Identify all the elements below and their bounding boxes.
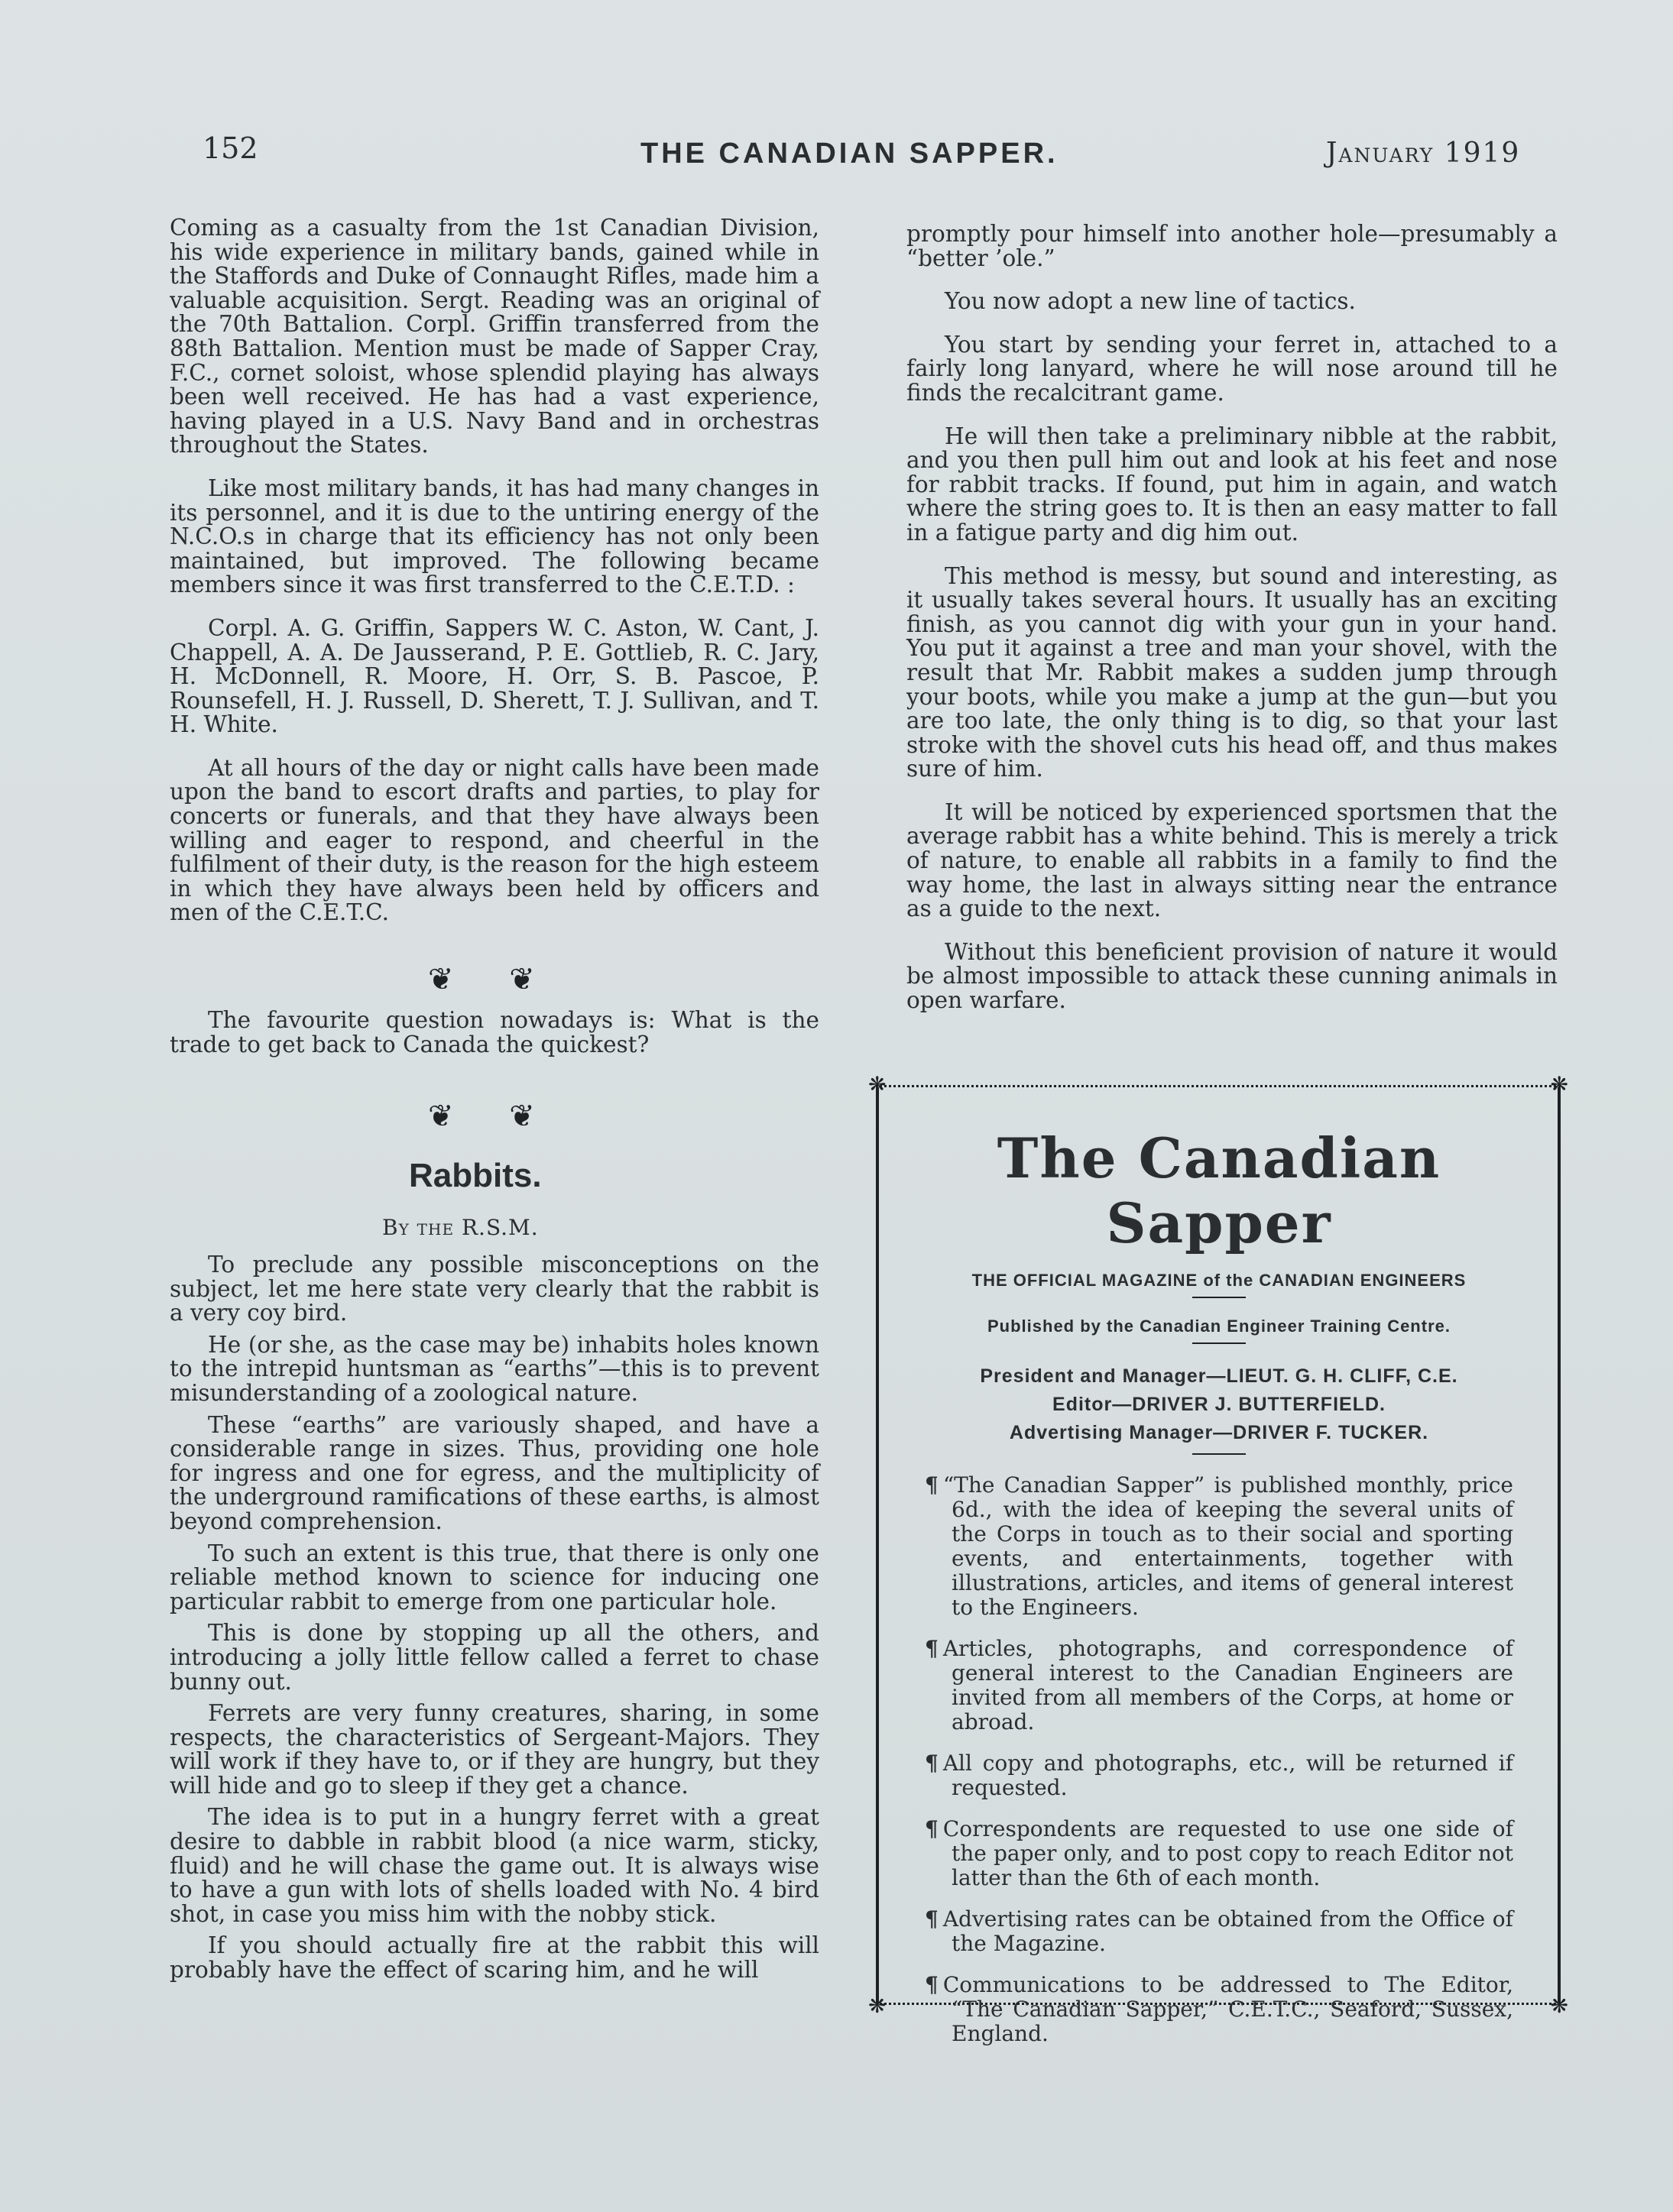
paragraph: promptly pour himself into another hole—presumably a “better ’ole.” xyxy=(906,221,1558,271)
masthead-content xyxy=(925,1125,1513,2063)
divider xyxy=(1192,1453,1246,1455)
paragraph: You start by sending your ferret in, attached to a fairly long lanyard, where he will nose around till he finds the recalcitrant game. xyxy=(906,331,1558,406)
paragraph: This method is messy, but sound and interesting, as it usually takes several hours. It usually has an exciting finish, as you cannot dig with your gun in your hand. You put it against a tree and man your shovel, with the result that Mr. Rabbit makes a sudden jump through your boots, while you make a jump at the gun—but you are too late, the only thing is to dig, so that your last stroke with the shovel cuts his head off, and thus makes sure of him. xyxy=(906,562,1558,782)
issue-date: January 1919 xyxy=(1326,138,1521,169)
masthead-subtitle: THE OFFICIAL MAGAZINE of the CANADIAN ENGINEERS xyxy=(971,1271,1467,1290)
corner-ornament-icon: ❋ xyxy=(1550,1072,1568,1097)
paragraph: At all hours of the day or night calls have been made upon the band to escort drafts and parties, to play for concerts or funerals, and that they have always been willing and eager to respond, and cheerful in the fulfilment of their duty, is the reason for the high esteem in which they have always been held by officers and men of the C.E.T.C. xyxy=(170,754,819,926)
notice-paragraph: ¶ Articles, photographs, and correspondence of general interest to the Canadian Engineers are invited from all members of the Corps, at home or abroad. xyxy=(925,1636,1513,1734)
pilcrow-icon: ¶ xyxy=(925,1750,939,1776)
paragraph: To preclude any possible misconceptions on the subject, let me here state very clearly that the rabbit is a very coy bird. xyxy=(170,1252,819,1326)
paragraph: It will be noticed by experienced sportsmen that the average rabbit has a white behind. This is merely a trick of nature, to enable all rabbits in a family to find the way home, the last in always sitting near the entrance as a guide to the next. xyxy=(906,798,1558,922)
paragraph: Without this beneficient provision of nature it would be almost impossible to attack these cunning animals in open warfare. xyxy=(906,938,1558,1014)
divider xyxy=(1192,1342,1246,1344)
paragraph: Corpl. A. G. Griffin, Sappers W. C. Aston, W. Cant, J. Chappell, A. A. De Jausserand, P. E. Gottlieb, R. C. Jary, H. McDonnell, R. Moore, H. Orr, S. B. Pascoe, P. Rounsefell, H. J. Russell, D. Sherett, T. J. Sullivan, and T. H. White. xyxy=(170,614,819,738)
notice-paragraph: ¶ “The Canadian Sapper” is published monthly, price 6d., with the idea of keeping the several units of the Corps in touch as to their social and sporting events, and entertainments, together with illustrations, articles, and items of general interest to the Engineers. xyxy=(925,1472,1513,1620)
masthead-box xyxy=(868,1072,1568,2046)
masthead-publisher: Published by the Canadian Engineer Training Centre. xyxy=(987,1317,1451,1336)
staff-line: Editor—DRIVER J. BUTTERFIELD. xyxy=(1052,1394,1386,1415)
notice-paragraph: ¶ Correspondents are requested to use one side of the paper only, and to post copy to reach Editor not latter than the 6th of each month. xyxy=(925,1816,1513,1890)
paragraph: The favourite question nowadays is: What is the trade to get back to Canada the quickest? xyxy=(170,1007,819,1057)
notice-paragraph: ¶ All copy and photographs, etc., will be returned if requested. xyxy=(925,1750,1513,1800)
divider xyxy=(1192,1297,1246,1298)
pilcrow-icon: ¶ xyxy=(925,1972,939,1997)
paragraph: This is done by stopping up all the others, and introducing a jolly little fellow called a ferret to chase bunny out. xyxy=(170,1620,819,1695)
pilcrow-icon: ¶ xyxy=(925,1816,939,1841)
pilcrow-icon: ¶ xyxy=(925,1906,939,1932)
paragraph: He (or she, as the case may be) inhabits holes known to the intrepid huntsman as “earths”—this is to prevent misunderstanding of a zoological nature. xyxy=(170,1331,819,1406)
band-article-continued xyxy=(170,216,819,944)
paragraph: The idea is to put in a hungry ferret with a great desire to dabble in rabbit blood (a nice warm, sticky, fluid) and he will chase the game out. It is always wise to have a gun with lots of shells loaded with No. 4 bird shot, in case you miss him with the nobby stick. xyxy=(170,1804,819,1927)
ornament-divider: ❦ ❦ xyxy=(428,1099,558,1134)
staff-line: Advertising Manager—DRIVER F. TUCKER. xyxy=(1009,1422,1429,1443)
staff-line: President and Manager—LIEUT. G. H. CLIFF, C.E. xyxy=(980,1365,1458,1387)
running-title: THE CANADIAN SAPPER. xyxy=(640,138,1059,170)
favourite-question xyxy=(170,1009,819,1067)
masthead-title: The Canadian Sapper xyxy=(997,1125,1441,1255)
corner-ornament-icon: ❋ xyxy=(1550,1993,1568,2018)
paragraph: Ferrets are very funny creatures, sharing, in some respects, the characteristics of Sergeant-Majors. They will work if they have to, or if they are hungry, but they will hide and go to sleep if they get a chance. xyxy=(170,1700,819,1799)
rabbits-article-continued xyxy=(906,222,1558,1032)
paragraph: Coming as a casualty from the 1st Canadian Division, his wide experience in military bands, gained while in the Staffords and Duke of Connaught Rifles, made him a valuable acquisition. Sergt. Reading was an original of the 70th Battalion. Corpl. Griffin transferred from the 88th Battalion. Mention must be made of Sapper Cray, F.C., cornet soloist, whose splendid playing has always been well received. He has had a vast experience, having played in a U.S. Navy Band and in orchestras throughout the States. xyxy=(170,215,819,458)
article-byline: By the R.S.M. xyxy=(382,1215,539,1240)
pilcrow-icon: ¶ xyxy=(925,1636,939,1661)
paragraph: These “earths” are variously shaped, and have a considerable range in sizes. Thus, providing one hole for ingress and one for egress, and the multiplicity of the underground ramifications of these earths, is almost beyond comprehension. xyxy=(170,1411,819,1534)
corner-ornament-icon: ❋ xyxy=(868,1993,887,2018)
paragraph: You now adopt a new line of tactics. xyxy=(945,288,1356,315)
notice-paragraph: ¶ Communications to be addressed to The Editor, “The Canadian Sapper,” C.E.T.C., Seaford, Sussex, England. xyxy=(925,1972,1513,2046)
notice-paragraph: ¶ Advertising rates can be obtained from the Office of the Magazine. xyxy=(925,1906,1513,1956)
ornament-divider: ❦ ❦ xyxy=(428,962,558,997)
paragraph: Like most military bands, it has had many changes in its personnel, and it is due to the untiring energy of the N.C.O.s in charge that its efficiency has not only been maintained, but improved. The following became members since it was first transferred to the C.E.T.D. : xyxy=(170,474,819,598)
article-title: Rabbits. xyxy=(409,1157,542,1194)
paragraph: If you should actually fire at the rabbit this will probably have the effect of scaring him, and he will xyxy=(170,1932,819,1984)
pilcrow-icon: ¶ xyxy=(925,1472,939,1498)
paragraph: He will then take a preliminary nibble at the rabbit, and you then pull him out and look at his feet and nose for rabbit tracks. If found, put him in again, and watch where the string goes to. It is then an easy matter to fall in a fatigue party and dig him out. xyxy=(906,423,1558,546)
rabbits-article xyxy=(170,1253,819,1990)
corner-ornament-icon: ❋ xyxy=(868,1072,887,1097)
page-number: 152 xyxy=(203,131,258,165)
paragraph: To such an extent is this true, that there is only one reliable method known to science for inducing one particular rabbit to emerge from one particular hole. xyxy=(170,1540,819,1614)
